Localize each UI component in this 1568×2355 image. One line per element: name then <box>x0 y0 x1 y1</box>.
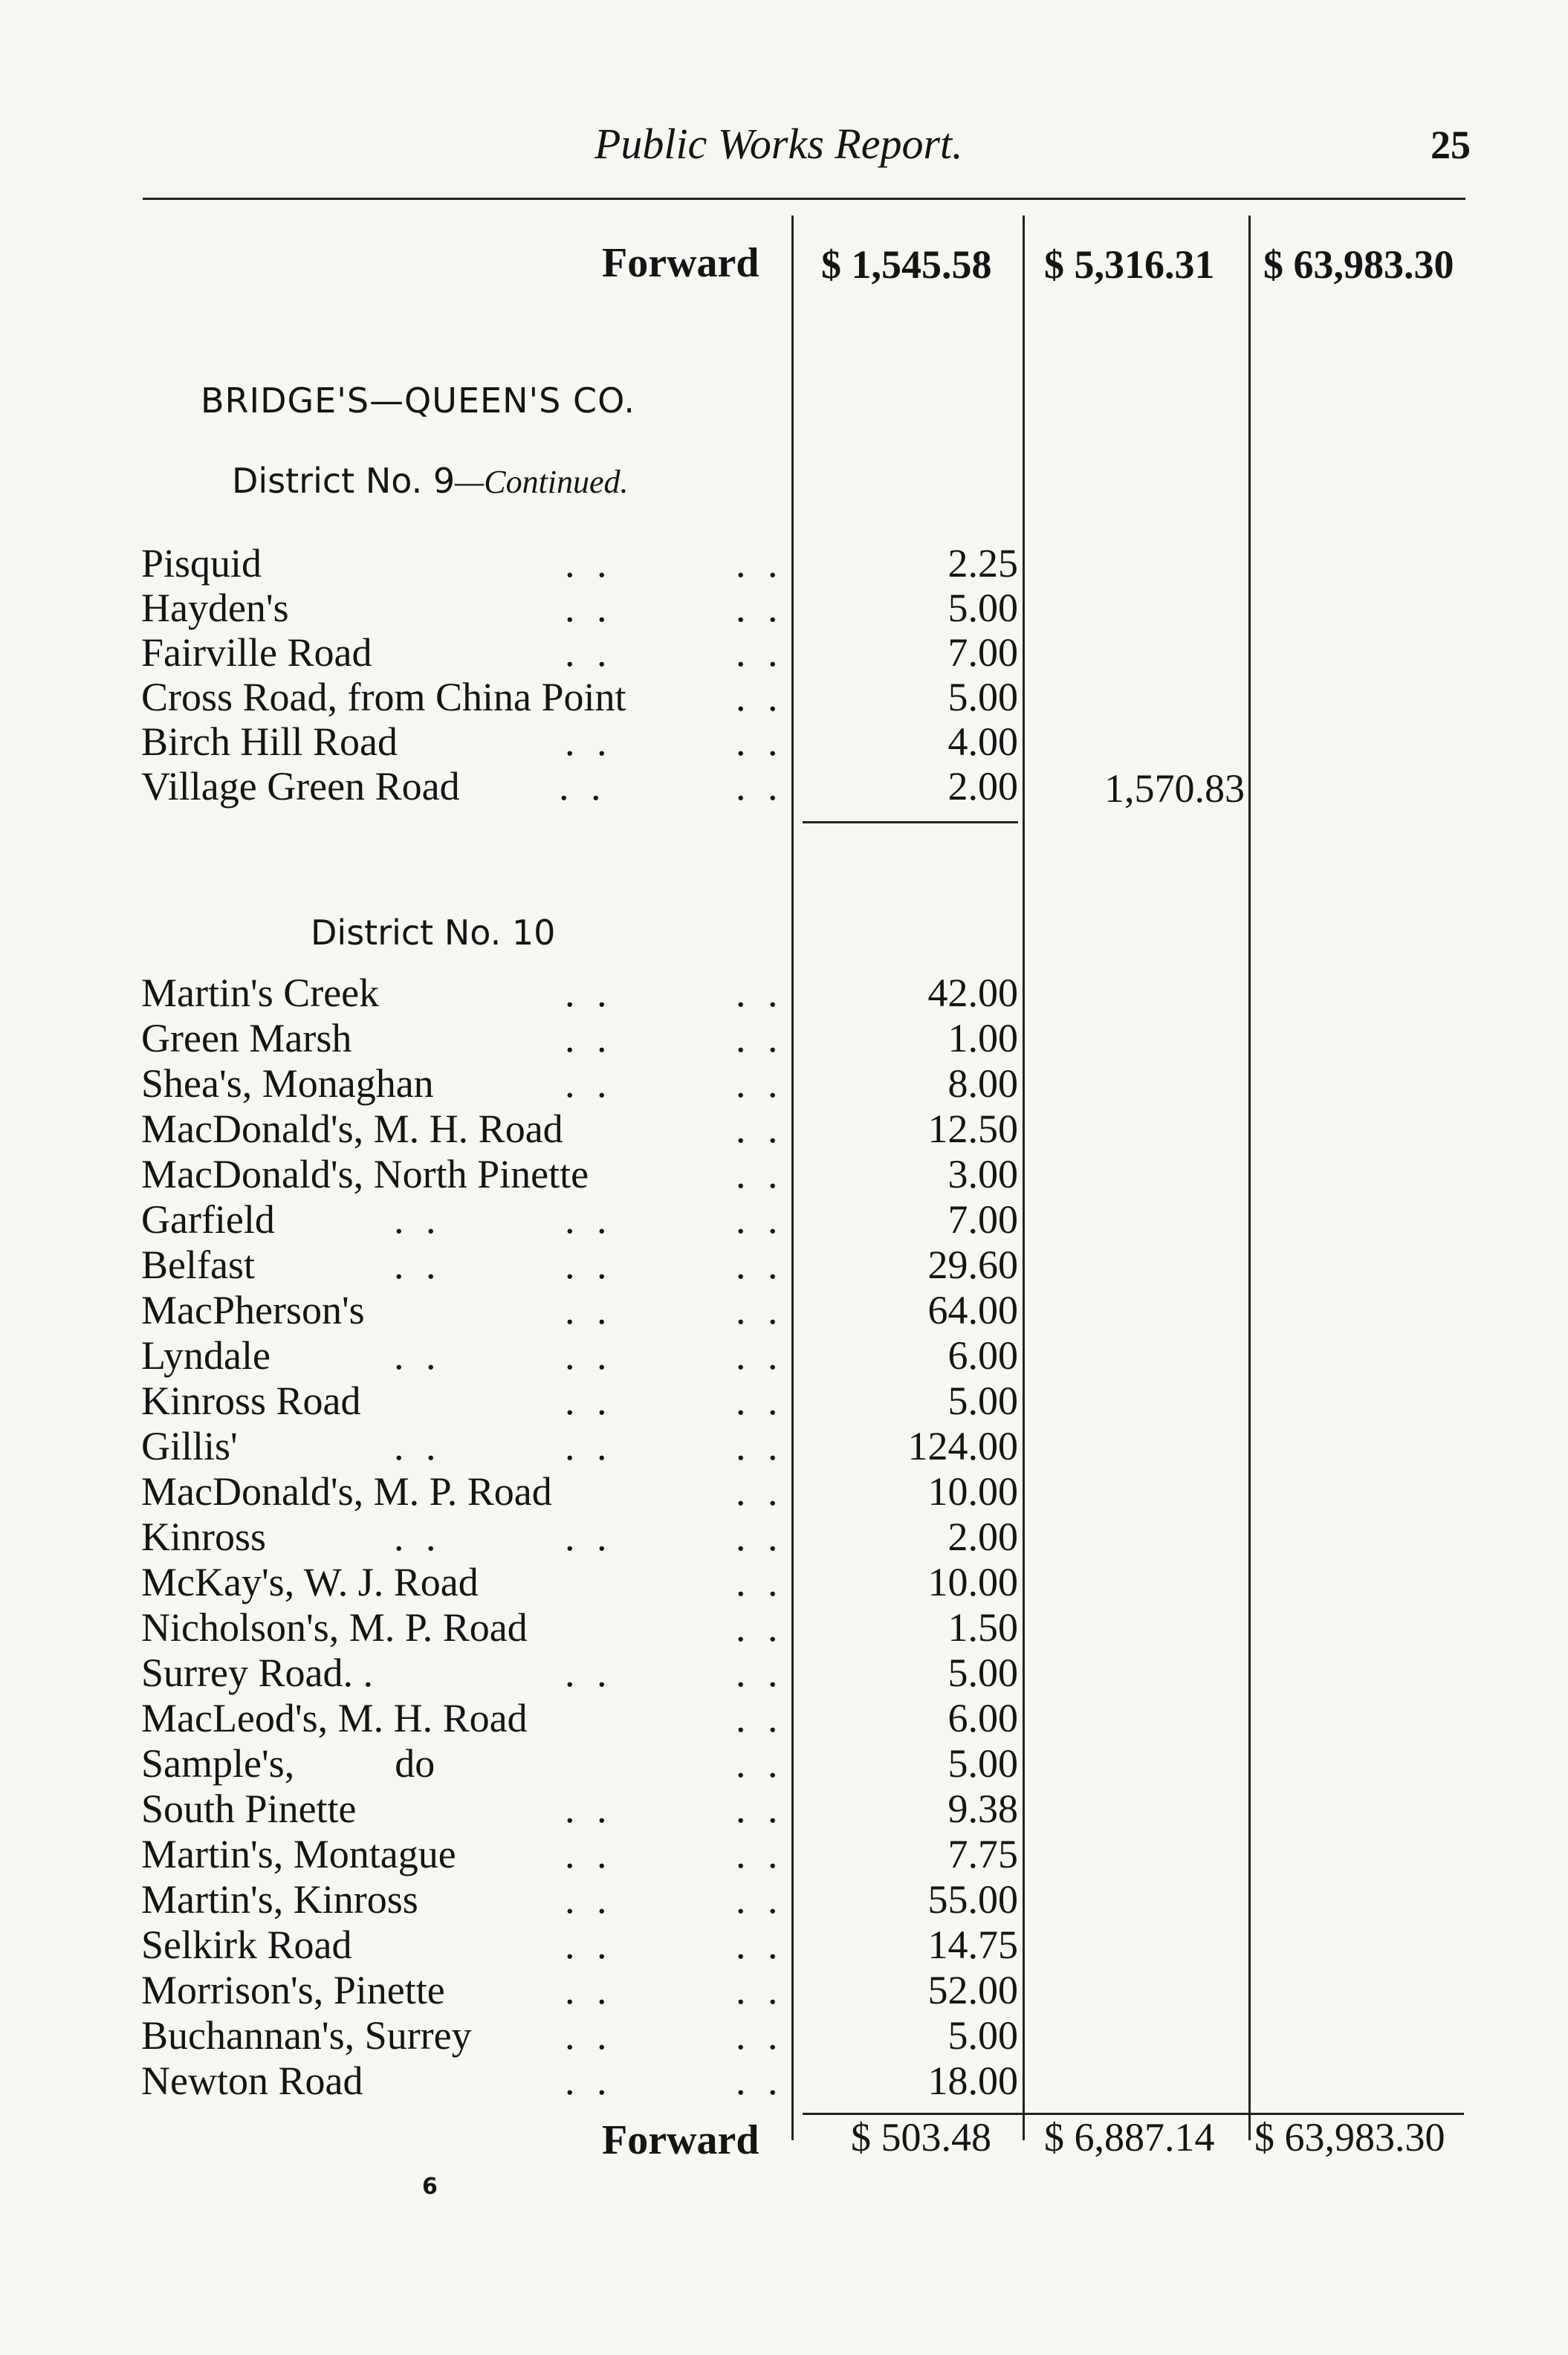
list-item-amount: 5.00 <box>947 675 1018 719</box>
list-item-amount: 124.00 <box>907 1424 1018 1468</box>
list-item-amount: 3.00 <box>947 1152 1018 1196</box>
list-item-amount: 7.00 <box>947 630 1018 675</box>
list-item-amount: 52.00 <box>927 1968 1018 2012</box>
forward-top-label: Forward <box>602 240 759 286</box>
list-item-label: South Pinette <box>141 1787 357 1831</box>
signature-mark: 6 <box>422 2174 438 2200</box>
list-item-amount: 12.50 <box>927 1107 1018 1151</box>
list-item-label: MacDonald's, M. H. Road <box>141 1107 563 1151</box>
list-item-label: Lyndale <box>141 1333 270 1378</box>
list-item-label: Buchannan's, Surrey <box>141 2013 472 2058</box>
list-item-amount: 5.00 <box>947 586 1018 630</box>
list-item-amount: 2.25 <box>947 541 1018 586</box>
list-item-amount: 55.00 <box>927 1877 1018 1922</box>
list-item-amount: 10.00 <box>927 1469 1018 1514</box>
list-item-label: Gillis' <box>141 1424 238 1468</box>
forward-bottom-col3: $ 63,983.30 <box>1254 2115 1445 2160</box>
list-item-amount: 29.60 <box>927 1243 1018 1287</box>
list-item-amount: 9.38 <box>947 1787 1018 1831</box>
forward-bottom-col1: $ 503.48 <box>851 2115 991 2160</box>
list-item-label: MacPherson's <box>141 1288 365 1332</box>
list-item-amount: 64.00 <box>927 1288 1018 1332</box>
list-item-amount: 42.00 <box>927 971 1018 1015</box>
district9-underline <box>803 821 1018 823</box>
list-item-label: Martin's Creek <box>141 971 380 1015</box>
section-title: BRIDGE'S—QUEEN'S CO. <box>201 380 636 421</box>
list-item-label: Martin's, Kinross <box>141 1877 418 1922</box>
list-item-label: MacDonald's, M. P. Road <box>141 1469 552 1514</box>
list-item-label: Selkirk Road <box>141 1922 352 1967</box>
list-item-label: Kinross Road <box>141 1379 361 1423</box>
list-item-label: Hayden's <box>141 586 289 630</box>
list-item-label: Shea's, Monaghan <box>141 1061 434 1106</box>
list-item-amount: 10.00 <box>927 1560 1018 1604</box>
list-item-amount: 6.00 <box>947 1696 1018 1740</box>
list-item-amount: 18.00 <box>927 2058 1018 2103</box>
list-item-amount: 2.00 <box>947 764 1018 809</box>
list-item-label: Newton Road <box>141 2058 363 2103</box>
forward-bottom-label: Forward <box>602 2117 759 2163</box>
list-item-label: Green Marsh <box>141 1016 352 1060</box>
district9-heading <box>232 461 629 501</box>
list-item-label: MacDonald's, North Pinette <box>141 1152 589 1196</box>
list-item-amount: 1.00 <box>947 1016 1018 1060</box>
list-item-label: MacLeod's, M. H. Road <box>141 1696 528 1740</box>
list-item-amount: 6.00 <box>947 1333 1018 1378</box>
list-item-amount: 1.50 <box>947 1605 1018 1650</box>
list-item-label: Kinross <box>141 1515 267 1559</box>
list-item-amount: 2.00 <box>947 1515 1018 1559</box>
list-item-label: Birch Hill Road <box>141 719 398 764</box>
header-rule <box>143 198 1465 200</box>
list-item-label: Pisquid <box>141 541 262 586</box>
list-item-amount: 5.00 <box>947 1741 1018 1786</box>
forward-top-col1: $ 1,545.58 <box>821 242 992 287</box>
list-item-label: McKay's, W. J. Road <box>141 1560 479 1604</box>
list-item-amount: 4.00 <box>947 719 1018 764</box>
list-item-amount: 7.00 <box>947 1197 1018 1242</box>
list-item-label: Sample's, do <box>141 1741 435 1786</box>
list-item-amount: 5.00 <box>947 1651 1018 1695</box>
column-rule-3 <box>1248 216 1251 2140</box>
list-item-amount: 5.00 <box>947 2013 1018 2058</box>
forward-bottom-col2: $ 6,887.14 <box>1044 2115 1215 2160</box>
list-item-label: Morrison's, Pinette <box>141 1968 445 2012</box>
list-item-amount: 14.75 <box>927 1922 1018 1967</box>
list-item-label: Cross Road, from China Point <box>141 675 626 719</box>
list-item-label: Surrey Road. . <box>141 1651 373 1695</box>
list-item-label: Nicholson's, M. P. Road <box>141 1605 528 1650</box>
district9-subtotal: 1,570.83 <box>1104 766 1245 811</box>
column-rule-2 <box>1023 216 1025 2140</box>
list-item-amount: 8.00 <box>947 1061 1018 1106</box>
list-item-label: Martin's, Montague <box>141 1832 456 1876</box>
column-rule-1 <box>791 216 794 2140</box>
list-item-amount: 7.75 <box>947 1832 1018 1876</box>
district10-heading: District No. 10 <box>311 913 556 953</box>
list-item-label: Village Green Road <box>141 764 460 809</box>
list-item-label: Garfield <box>141 1197 275 1242</box>
district9-continued: —Continued. <box>455 464 629 500</box>
list-item-label: Fairville Road <box>141 630 372 675</box>
list-item-label: Belfast <box>141 1243 255 1287</box>
list-item-amount: 5.00 <box>947 1379 1018 1423</box>
page-title: Public Works Report. <box>595 120 963 168</box>
forward-top-col2: $ 5,316.31 <box>1044 242 1215 287</box>
page-number: 25 <box>1431 123 1471 167</box>
district9-heading-text: District No. 9 <box>232 461 456 501</box>
forward-top-col3: $ 63,983.30 <box>1263 242 1454 287</box>
page: Public Works Report. 25 Forward $ 1,545.58 $ 5,316.31 $ 63,983.30 BRIDGE'S—QUEEN'S CO. District No. 9—Continued. Pisquid 2.25 Hayden's 5.00 Fairville Road 7.00 Cross Road, from China Point 5.00 Birch Hill Road 4.00 Village Green Road 2.00 1,570.83 District No. 10 Martin's Creek 42.00 Green Marsh 1.00 Shea's, Monaghan 8.00 MacDonald's, M. H. Road 12.50 MacDonald's, North Pinette 3.00 Garfield 7.00 Belfast 29.60 MacPherson's 64.00 Lyndale 6.00 Kinross Road 5.00 Gillis' 124.00 MacDonald's, M. P. Road 10.00 Kinross 2.00 McKay's, W. J. Road 10.00 Nicholson's, M. P. Road 1.50 Surrey Road. . 5.00 MacLeod's, M. H. Road 6.00 Sample's, do 5.00 South Pinette 9.38 Martin's, Montague 7.75 Martin's, Kinross 55.00 Selkirk Road 14.75 Morrison's, Pinette 52.00 Buchannan's, Surrey 5.00 Newton Road 18.00 . . . . . . . . . . . . . . . . . . . . . . . . . . . . . . . . . . . . . . . . . . . . . . . . . . . . . . . . . . . . . . . . . . . . . . . . . . . . . . . . . . . . . . . . . . . . . . . . . . . . . . . . . . . . . . . . . . . . . . Forward $ 503.48 $ 6,887.14 $ 63,983.30 6 <box>141 120 1471 2200</box>
